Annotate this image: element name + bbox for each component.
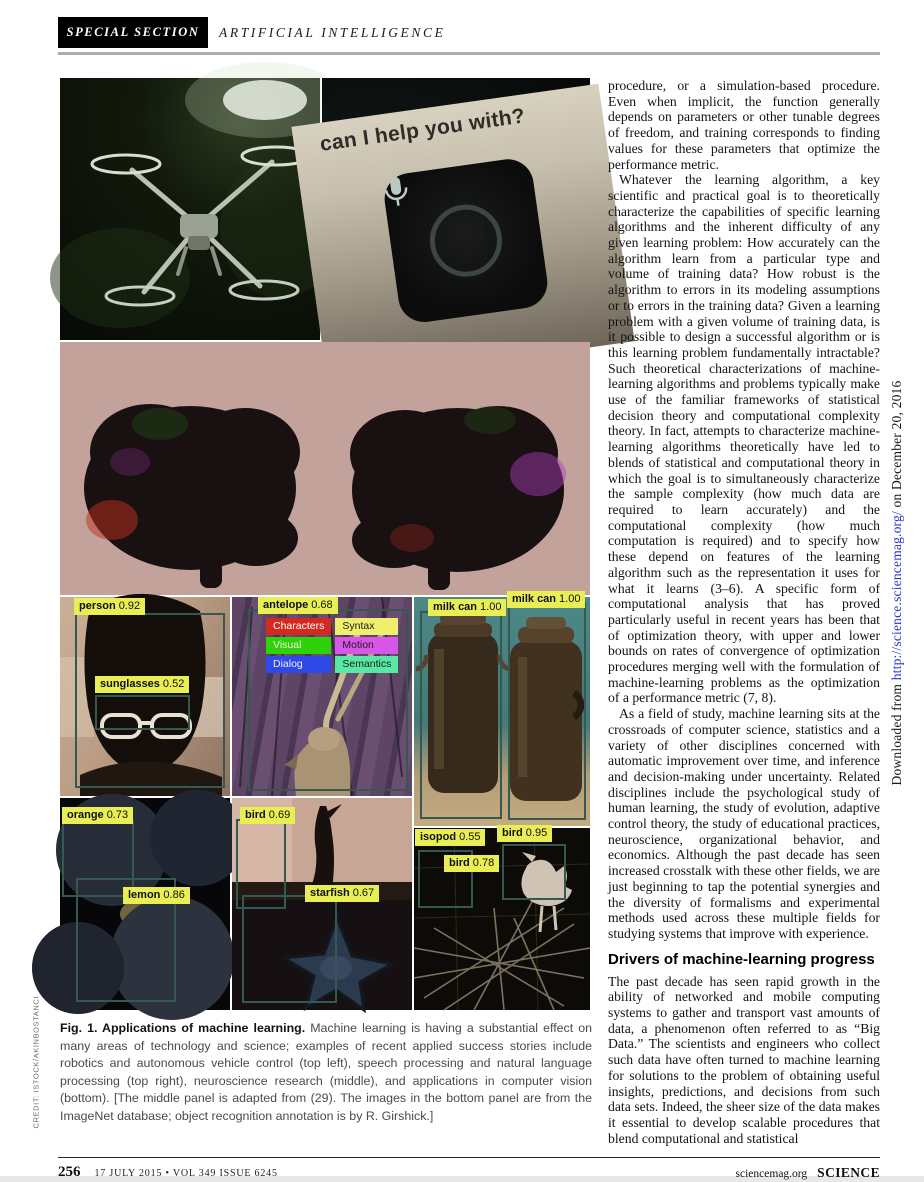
detection-label-lemon: lemon 0.86 (123, 887, 190, 904)
detection-box-bird-2 (502, 844, 566, 900)
figure-caption-body: Machine learning is having a substantial effect on many areas of technology and science; examples of recent applied success stories include robotics and autonomous vehicle control (top left), speech processing and natural language processing (top right), neuroscience research (middle), and applications in computer vision (bottom). [The middle panel is adapted from (29). The images in the bottom panel are from the ImageNet database; object recognition annotation is by R. Girshick.] (60, 1021, 593, 1123)
legend-chip-dialog: Dialog (266, 656, 331, 673)
detection-box-sunglasses (95, 695, 190, 730)
detection-label-bird-3: bird 0.78 (444, 855, 499, 872)
voice-assistant-screen (381, 156, 550, 325)
download-note-suffix: on December 20, 2016 (889, 380, 904, 512)
detection-box-milk-can-1 (420, 611, 502, 819)
article-subheading: Drivers of machine-learning progress (608, 950, 875, 968)
detection-label-isopod: isopod 0.55 (415, 829, 485, 846)
download-note-prefix: Downloaded from (889, 680, 904, 786)
download-note (889, 303, 905, 863)
special-section-label: SPECIAL SECTION (66, 25, 200, 39)
special-section-banner (58, 17, 208, 48)
detection-label-sunglasses: sunglasses 0.52 (95, 676, 189, 693)
drone-illustration (60, 78, 320, 340)
legend-chip-semantics: Semantics (335, 656, 398, 673)
detection-label-bird-1: bird 0.69 (240, 807, 295, 824)
voice-assistant-card (291, 84, 634, 385)
brain-illustration (60, 342, 590, 595)
drone-photo (60, 78, 320, 340)
detection-box-starfish (242, 895, 337, 1003)
detection-label-milk-can-1: milk can 1.00 (428, 599, 506, 616)
footer-right (736, 1164, 880, 1182)
footer-brand: SCIENCE (817, 1165, 880, 1180)
detection-label-bird-2: bird 0.95 (497, 825, 552, 842)
legend-chip-motion: Motion (335, 637, 398, 654)
figure-caption-lead: Fig. 1. Applications of machine learning. (60, 1021, 306, 1035)
article-paragraph-4: The past decade has seen rapid growth in the ability of networked and mobile computing systems to gather and transport vast amounts of data, a phenomenon often referred to as “Big Data.” The scientists and engineers who collect such data have often turned to machine learning for solutions to the problem of obtaining useful insights, predictions, and decisions from such data sets. Indeed, the sheer size of the data makes it essential to develop scalable procedures that blend computational and statistical (608, 973, 880, 1146)
brain-legend (266, 618, 398, 673)
legend-chip-visual: Visual (266, 637, 331, 654)
photo-credit: CREDIT: ISTOCK/AKINBOSTANCI (31, 995, 41, 1129)
detection-box-milk-can-2 (508, 602, 586, 820)
figure-1 (60, 78, 590, 1010)
issue-info: 17 JULY 2015 • VOL 349 ISSUE 6245 (94, 1168, 278, 1179)
detection-label-orange: orange 0.73 (62, 807, 133, 824)
legend-chip-syntax: Syntax (335, 618, 398, 635)
detection-label-person: person 0.92 (74, 598, 145, 615)
detection-label-milk-can-2: milk can 1.00 (507, 591, 585, 608)
article-paragraph-3: As a field of study, machine learning sits at the crossroads of computer science, statistics and a variety of other disciplines concerned with automatic improvement over time, and inference and decision-making under uncertainty. Related disciplines include the psychological study of human learning, the study of evolution, adaptive control theory, the study of educational practices, neuroscience, organizational behavior, and economics. Although the past decade has seen increased crosstalk with these other fields, we are just beginning to tap the potential synergies and the diversity of formalisms and experimental methods used across these multiple fields for studying systems that improve with experience. (608, 706, 880, 941)
article-paragraph-2: Whatever the learning algorithm, a key scientific and practical goal is to theoretically characterize the capabilities of specific learning algorithms and the inherent difficulty of any given learning problem: How accurately can the algorithm learn from a particular type and volume of training data? How robust is the algorithm to errors in its modeling assumptions or to errors in the training data? Given a learning problem with a given volume of training data, is it possible to design a successful algorithm or is this learning problem fundamentally intractable? Such theoretical characterizations of machine-learning algorithms and problems typically make use of the familiar frameworks of statistical decision theory and computational complexity theory. In fact, attempts to characterize machine-learning algorithms theoretically have led to blends of statistical and computational theory in which the goal is to simultaneously characterize the sample complexity (how much data are required to learn accurately) and the computational complexity (how much computation is required) and to specify how these depend on features of the learning algorithm such as the representation it uses for what it learns (3–6). A specific form of computational analysis that has proved particularly useful in recent years has been that of optimization theory, with upper and lower bounds on rates of convergence of optimization procedures merging well with the formulation of machine-learning problems as the optimization of a performance metric (7, 8). (608, 172, 880, 706)
article-column (608, 78, 880, 1146)
detection-label-antelope: antelope 0.68 (258, 597, 338, 614)
section-title: ARTIFICIAL INTELLIGENCE (219, 25, 446, 40)
footer-divider (58, 1157, 880, 1158)
voice-assistant-text: can I help you with? (318, 104, 527, 156)
footer-left (58, 1163, 278, 1181)
footer-site: sciencemag.org (735, 1168, 808, 1180)
legend-chip-characters: Characters (266, 618, 331, 635)
microphone-icon (381, 173, 411, 210)
article-paragraph-1: procedure, or a simulation-based procedure. Even when implicit, the function generally depends on parameters or other tunable degrees of freedom, and training corresponds to finding values for these parameters that optimize the performance metric. (608, 78, 880, 172)
voice-assistant-photo (318, 78, 590, 340)
detection-label-starfish: starfish 0.67 (305, 885, 379, 902)
header-divider (58, 52, 880, 55)
page-number: 256 (58, 1164, 81, 1180)
download-note-url[interactable]: http://science.sciencemag.org/ (889, 511, 904, 681)
microphone-ring (425, 200, 506, 281)
figure-caption (60, 1020, 592, 1126)
